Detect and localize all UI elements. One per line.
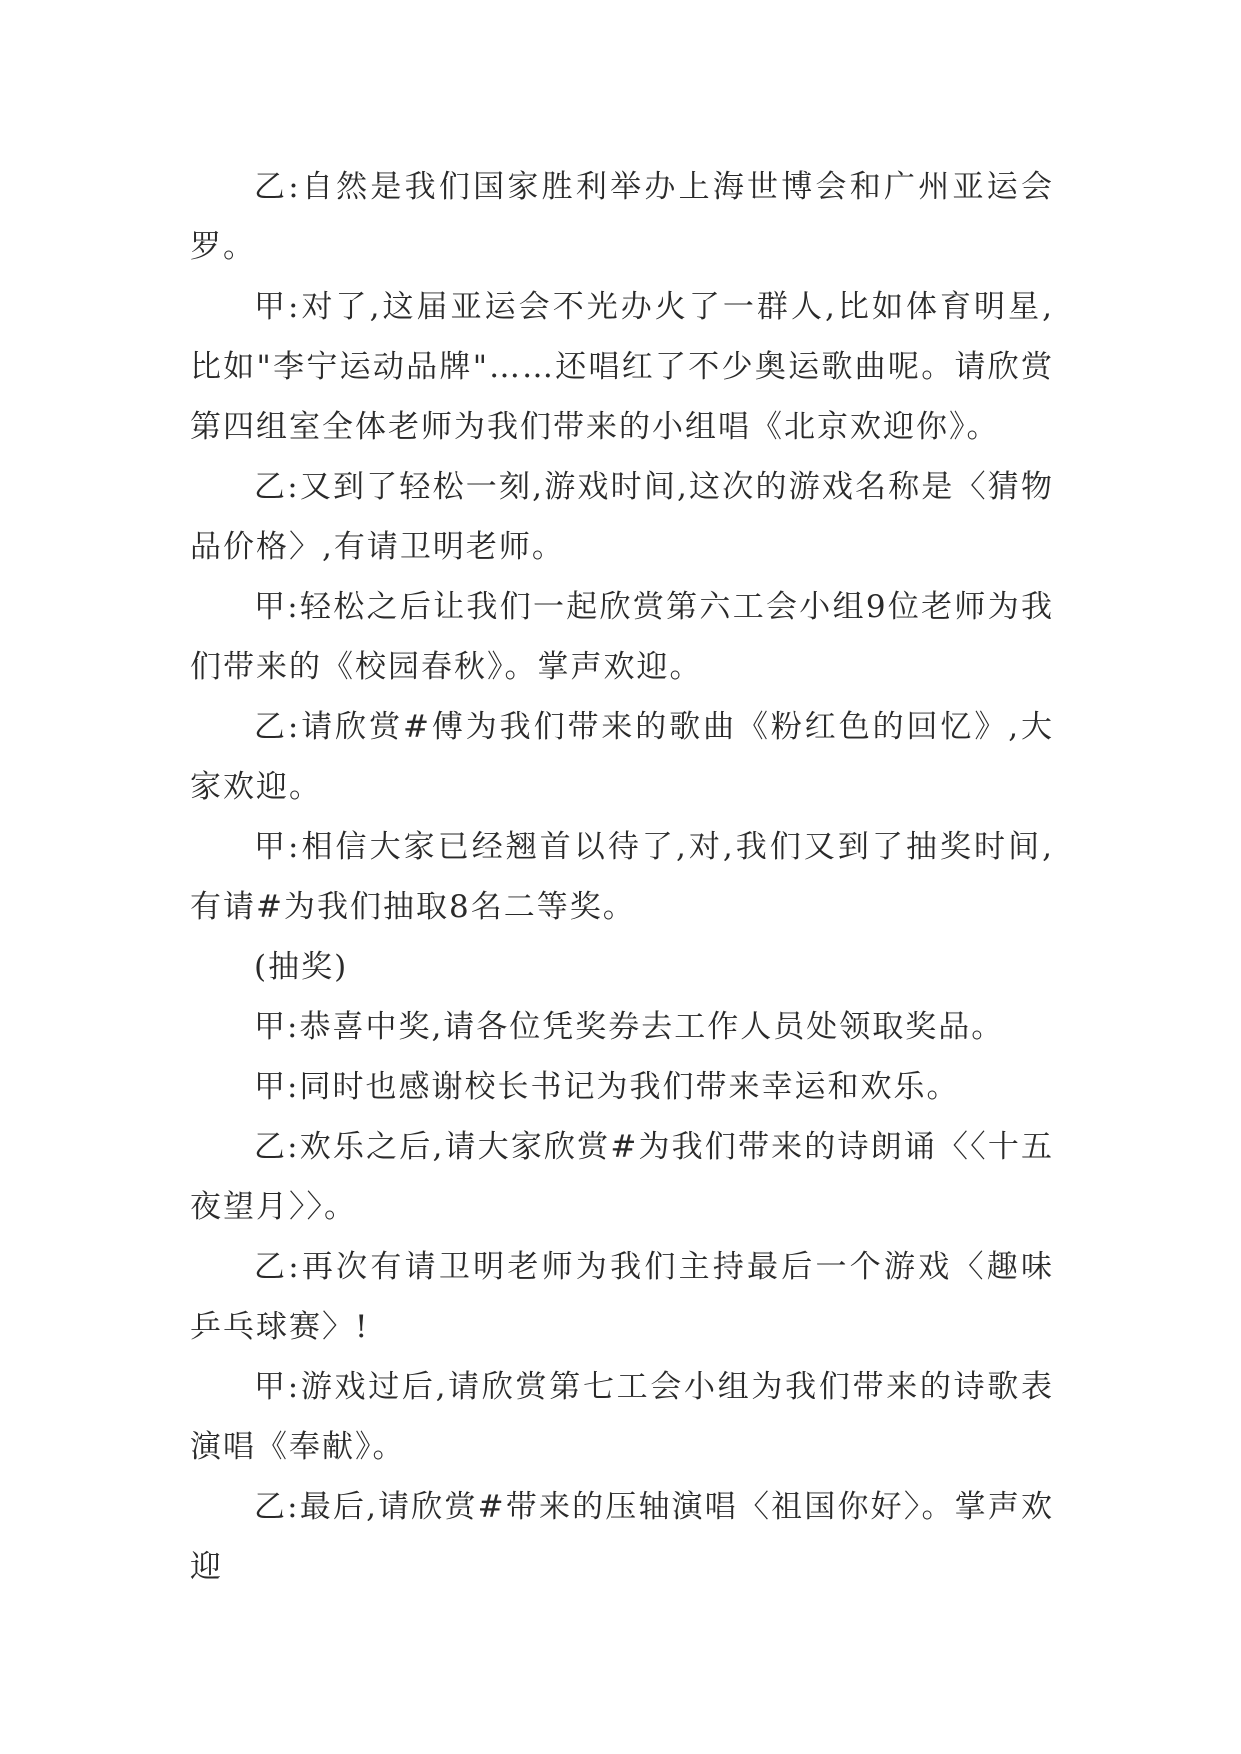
paragraph: 乙:欢乐之后,请大家欣赏#为我们带来的诗朗诵〈〈十五夜望月〉〉。 [190,1129,1054,1225]
paragraph: 乙:请欣赏#傅为我们带来的歌曲《粉红色的回忆》,大家欢迎。 [190,709,1054,805]
paragraph: (抽奖) [254,949,349,985]
paragraph: 乙:再次有请卫明老师为我们主持最后一个游戏〈趣味乒乓球赛〉! [190,1249,1054,1345]
document-body [190,157,1054,1597]
paragraph: 甲:游戏过后,请欣赏第七工会小组为我们带来的诗歌表演唱《奉献》。 [190,1369,1054,1465]
paragraph: 乙:最后,请欣赏#带来的压轴演唱〈祖国你好〉。掌声欢迎 [190,1489,1054,1585]
paragraph: 甲:恭喜中奖,请各位凭奖券去工作人员处领取奖品。 [254,1009,1005,1045]
paragraph: 甲:同时也感谢校长书记为我们带来幸运和欢乐。 [254,1069,960,1105]
paragraph: 乙:自然是我们国家胜利举办上海世博会和广州亚运会罗。 [190,169,1054,265]
paragraph: 乙:又到了轻松一刻,游戏时间,这次的游戏名称是〈猜物品价格〉,有请卫明老师。 [190,469,1054,565]
paragraph: 甲:轻松之后让我们一起欣赏第六工会小组9位老师为我们带来的《校园春秋》。掌声欢迎。 [190,589,1054,685]
paragraph: 甲:相信大家已经翘首以待了,对,我们又到了抽奖时间,有请#为我们抽取8名二等奖。 [190,829,1054,925]
paragraph: 甲:对了,这届亚运会不光办火了一群人,比如体育明星,比如"李宁运动品牌"……还唱红了不少奥运歌曲呢。请欣赏第四组室全体老师为我们带来的小组唱《北京欢迎你》。 [190,289,1054,445]
